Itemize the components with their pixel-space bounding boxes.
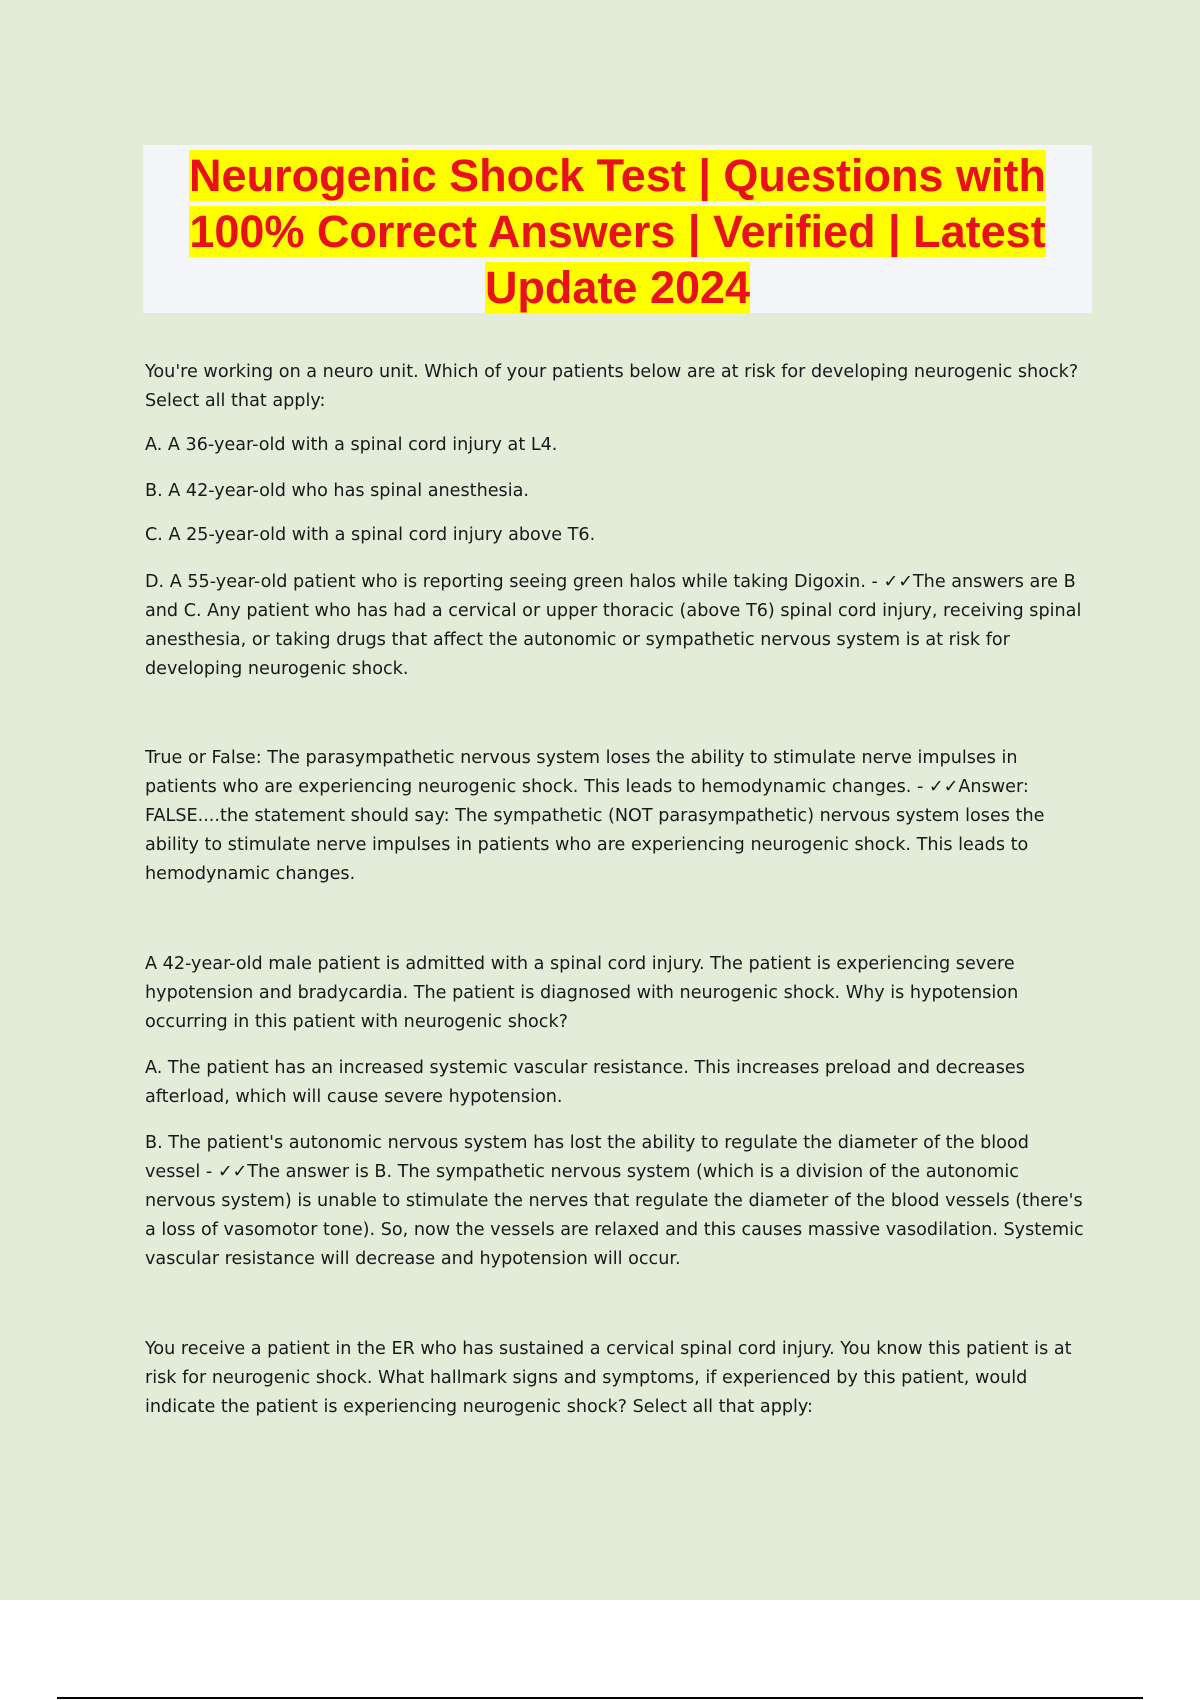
document-body	[145, 358, 1085, 1422]
q4-prompt: You receive a patient in the ER who has sustained a cervical spinal cord injury. You know this patient is at risk for neurogenic shock. What hallmark signs and symptoms, if experienced by this patient, would indicate the patient is experiencing neurogenic shock? Select all that apply:	[145, 1339, 1072, 1417]
document-title	[143, 145, 1092, 316]
title-box	[143, 145, 1092, 313]
q2-prompt-answer: True or False: The parasympathetic nervous system loses the ability to stimulate nerve impulses in patients who are experiencing neurogenic shock. This leads to hemodynamic changes. - ✓✓Answer: FALSE....the statement should say: The sympathetic (NOT parasympathetic) nervous system loses the ability to stimulate nerve impulses in patients who are experiencing neurogenic shock. This leads to hemodynamic changes.	[145, 748, 1045, 884]
title-highlight: Neurogenic Shock Test | Questions with 100% Correct Answers | Verified | Latest Update 2024	[189, 150, 1046, 313]
q1-option-c: C. A 25-year-old with a spinal cord injury above T6.	[145, 525, 596, 545]
q1-option-b: B. A 42-year-old who has spinal anesthesia.	[145, 481, 529, 501]
q1-option-d-answer: D. A 55-year-old patient who is reporting seeing green halos while taking Digoxin. - ✓✓The answers are B and C. Any patient who has had a cervical or upper thoracic (above T6) spinal cord injury, receiving spinal anesthesia, or taking drugs that affect the autonomic or sympathetic nervous system is at risk for developing neurogenic shock.	[145, 572, 1082, 679]
q3-option-a: A. The patient has an increased systemic vascular resistance. This increases preload and decreases afterload, which will cause severe hypotension.	[145, 1058, 1025, 1107]
footer-divider	[57, 1697, 1143, 1699]
q3-option-b-answer: B. The patient's autonomic nervous system has lost the ability to regulate the diameter of the blood vessel - ✓✓The answer is B. The sympathetic nervous system (which is a division of the autonomic nervous system) is unable to stimulate the nerves that regulate the diameter of the blood vessels (there's a loss of vasomotor tone). So, now the vessels are relaxed and this causes massive vasodilation. Systemic vascular resistance will decrease and hypotension will occur.	[145, 1133, 1084, 1269]
q1-prompt: You're working on a neuro unit. Which of your patients below are at risk for developing neurogenic shock? Select all that apply:	[145, 362, 1079, 411]
q1-option-a: A. A 36-year-old with a spinal cord injury at L4.	[145, 435, 558, 455]
q3-prompt: A 42-year-old male patient is admitted with a spinal cord injury. The patient is experiencing severe hypotension and bradycardia. The patient is diagnosed with neurogenic shock. Why is hypotension occurring in this patient with neurogenic shock?	[145, 954, 1019, 1032]
